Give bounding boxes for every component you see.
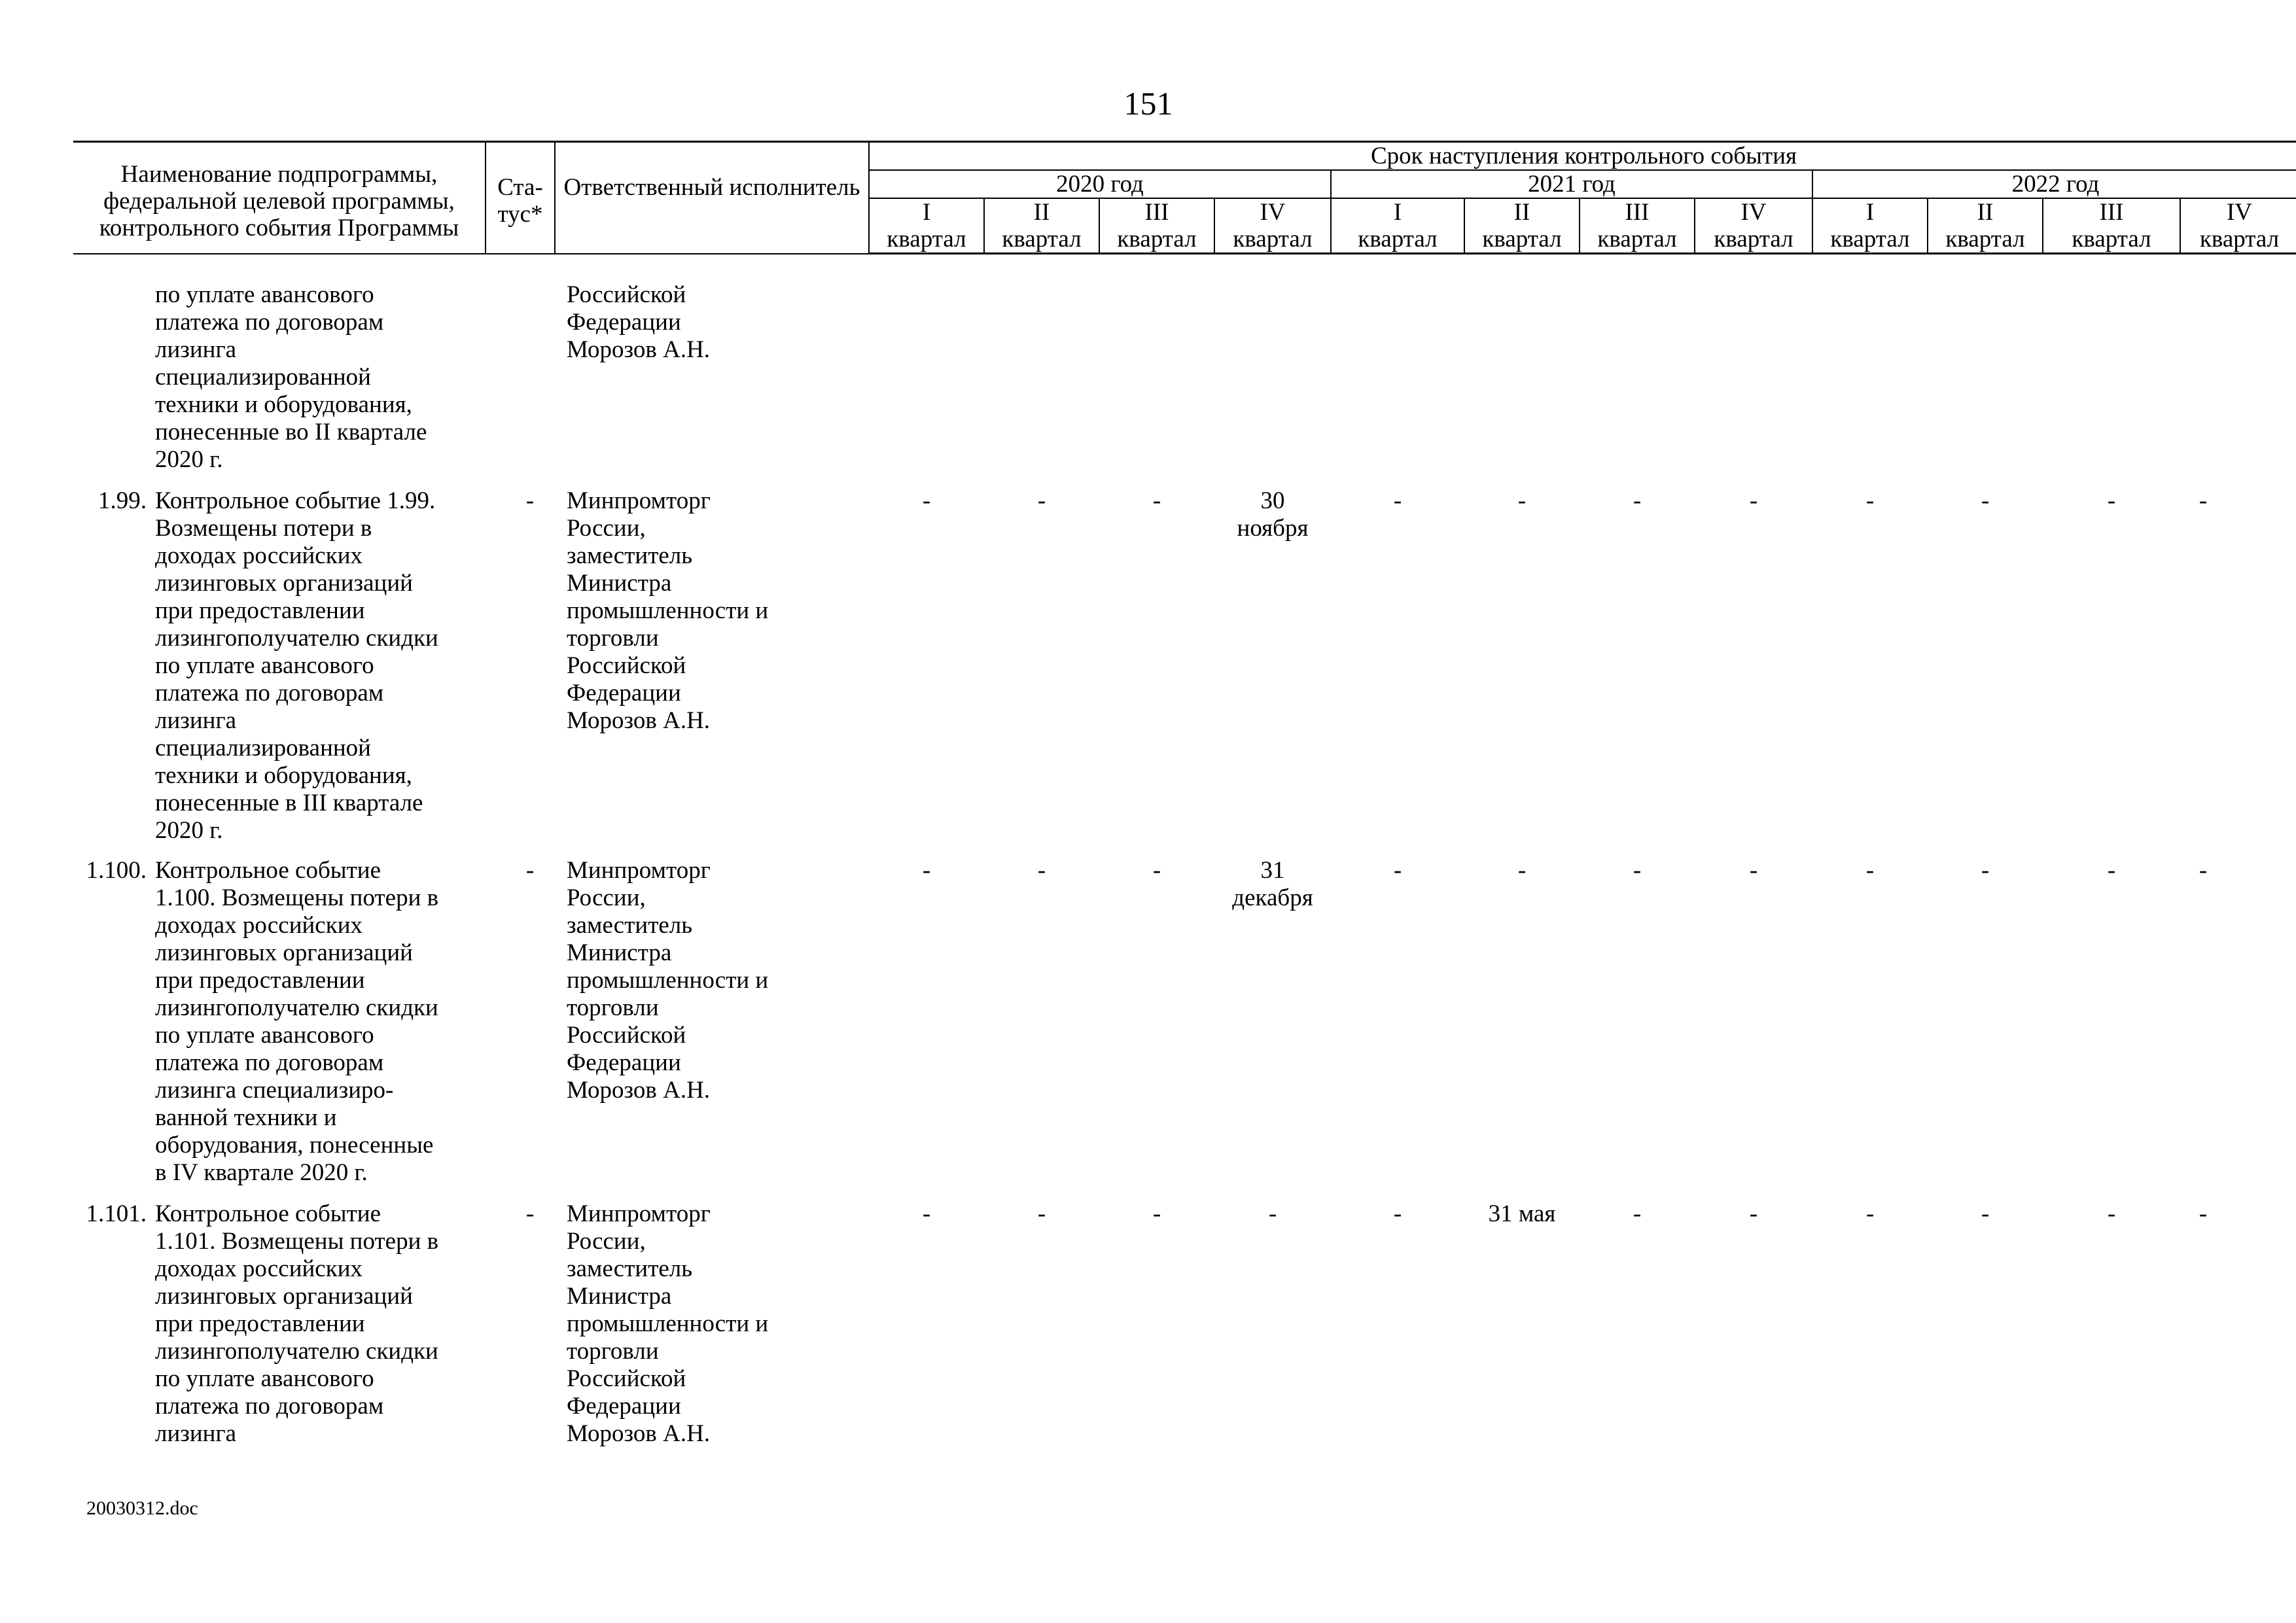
quarter-deadline: - bbox=[922, 487, 931, 514]
header-quarter: I квартал bbox=[1812, 198, 1928, 254]
quarter-deadline: - bbox=[1037, 857, 1046, 884]
footer-filename: 20030312.doc bbox=[86, 1497, 198, 1519]
quarter-deadline: - bbox=[1393, 1200, 1402, 1227]
quarter-deadline: - bbox=[1633, 857, 1642, 884]
quarter-deadline: - bbox=[1865, 857, 1875, 884]
quarter-deadline: - bbox=[922, 1200, 931, 1227]
responsible-executor: Российской Федерации Морозов А.Н. bbox=[567, 281, 711, 363]
header-executor-column: Ответственный исполнитель bbox=[555, 142, 869, 254]
quarter-deadline: - bbox=[1152, 857, 1161, 884]
quarter-deadline: - bbox=[2107, 857, 2116, 884]
quarter-deadline: - bbox=[1268, 1200, 1277, 1227]
header-quarter: II квартал bbox=[984, 198, 1099, 254]
quarter-deadline: - bbox=[2199, 1200, 2208, 1227]
header-quarter: III квартал bbox=[1580, 198, 1695, 254]
row-number: 1.101. bbox=[86, 1200, 147, 1227]
header-quarter: III квартал bbox=[1099, 198, 1214, 254]
quarter-deadline: - bbox=[1037, 487, 1046, 514]
responsible-executor: Минпромторг России, заместитель Министра промышленности и торговли Российской Федерации Морозов А.Н. bbox=[567, 487, 769, 734]
quarter-deadline: - bbox=[1749, 857, 1758, 884]
quarter-deadline: - bbox=[1393, 487, 1402, 514]
header-year-2021: 2021 год bbox=[1331, 170, 1812, 198]
quarter-deadline: - bbox=[1981, 857, 1990, 884]
quarter-deadline: - bbox=[1633, 487, 1642, 514]
header-year-2022: 2022 год bbox=[1812, 170, 2296, 198]
quarter-deadline: - bbox=[2199, 487, 2208, 514]
quarter-deadline: - bbox=[1517, 857, 1527, 884]
quarter-deadline: - bbox=[2199, 857, 2208, 884]
quarter-deadline: - bbox=[1393, 857, 1402, 884]
header-quarter: III квартал bbox=[2043, 198, 2180, 254]
quarter-deadline: - bbox=[1517, 487, 1527, 514]
event-status: - bbox=[525, 1200, 535, 1227]
row-number: 1.99. bbox=[98, 487, 147, 514]
header-quarter: II квартал bbox=[1464, 198, 1580, 254]
quarter-deadline: - bbox=[922, 857, 931, 884]
responsible-executor: Минпромторг России, заместитель Министра промышленности и торговли Российской Федерации Морозов А.Н. bbox=[567, 857, 769, 1104]
quarter-deadline: 31 декабря bbox=[1232, 857, 1313, 911]
header-year-2020: 2020 год bbox=[869, 170, 1331, 198]
header-quarter: IV квартал bbox=[2180, 198, 2296, 254]
quarter-deadline: - bbox=[2107, 487, 2116, 514]
quarter-deadline: - bbox=[1749, 1200, 1758, 1227]
quarter-deadline: - bbox=[1152, 487, 1161, 514]
quarter-deadline: - bbox=[1865, 1200, 1875, 1227]
quarter-deadline: - bbox=[1037, 1200, 1046, 1227]
event-name: Контрольное событие 1.101. Возмещены потери в доходах российских лизинговых организаций при предоставлении лизингополучателю скидки по уплате авансового платежа по договорам лизинга bbox=[155, 1200, 439, 1447]
quarter-deadline: - bbox=[1749, 487, 1758, 514]
header-quarter: I квартал bbox=[1331, 198, 1464, 254]
header-deadline-title: Срок наступления контрольного события bbox=[869, 142, 2296, 171]
header-quarter: IV квартал bbox=[1214, 198, 1331, 254]
header-status-column: Ста-тус* bbox=[486, 142, 555, 254]
quarter-deadline: - bbox=[2107, 1200, 2116, 1227]
responsible-executor: Минпромторг России, заместитель Министра промышленности и торговли Российской Федерации Морозов А.Н. bbox=[567, 1200, 769, 1447]
event-status: - bbox=[525, 487, 535, 514]
quarter-deadline: 30 ноября bbox=[1237, 487, 1309, 542]
header-quarter: II квартал bbox=[1928, 198, 2043, 254]
quarter-deadline: - bbox=[1981, 487, 1990, 514]
event-name: по уплате авансового платежа по договорам лизинга специализированной техники и оборудования, понесенные во II квартале 2020 г. bbox=[155, 281, 427, 473]
header-quarter: I квартал bbox=[869, 198, 984, 254]
event-status: - bbox=[525, 857, 535, 884]
page-number: 151 bbox=[1123, 85, 1173, 122]
quarter-deadline: - bbox=[1865, 487, 1875, 514]
quarter-deadline: 31 мая bbox=[1488, 1200, 1556, 1227]
header-quarter: IV квартал bbox=[1695, 198, 1812, 254]
event-name: Контрольное событие 1.99. Возмещены потери в доходах российских лизинговых организаций при предоставлении лизингополучателю скидки по уплате авансового платежа по договорам лизинга специализированной техники и оборудования, понесенные в III квартале 2020 г. bbox=[155, 487, 438, 844]
table-header bbox=[73, 141, 2280, 254]
header-name-column: Наименование подпрограммы, федеральной целевой программы, контрольного события Программы bbox=[73, 142, 486, 254]
event-name: Контрольное событие 1.100. Возмещены потери в доходах российских лизинговых организаций при предоставлении лизингополучателю скидки по уплате авансового платежа по договорам лизинга специализиро- ванной техники и оборудования, понесенные в IV квартале 2020 г. bbox=[155, 857, 439, 1186]
quarter-deadline: - bbox=[1152, 1200, 1161, 1227]
quarter-deadline: - bbox=[1981, 1200, 1990, 1227]
row-number: 1.100. bbox=[86, 857, 147, 884]
quarter-deadline: - bbox=[1633, 1200, 1642, 1227]
